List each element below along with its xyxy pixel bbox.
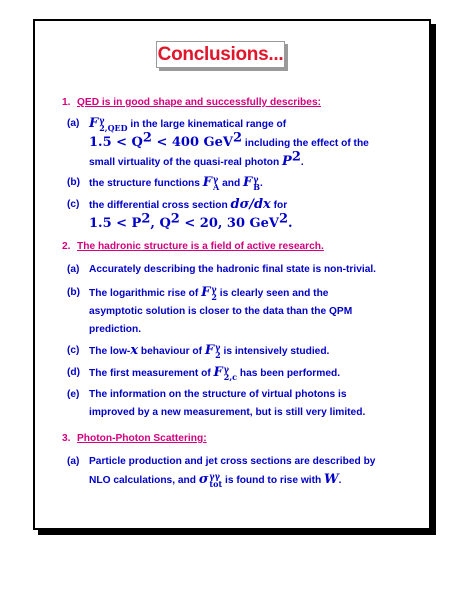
section-2-heading xyxy=(62,241,324,252)
text-run: is intensively studied. xyxy=(220,346,330,357)
text-run: the differential cross section xyxy=(89,200,231,211)
text-run: The low- xyxy=(89,346,131,357)
section-title: Photon-Photon Scattering: xyxy=(77,433,207,444)
math-sub: B xyxy=(253,182,261,193)
math-sub: tot xyxy=(209,479,223,490)
math-range: , Q xyxy=(150,216,171,231)
item-text xyxy=(89,174,407,193)
text-run: and xyxy=(219,178,244,189)
item-label: (a) xyxy=(67,264,80,275)
math-f: F xyxy=(202,175,213,190)
math-sup: γγ xyxy=(209,471,220,482)
text-run: in the large kinematical range of xyxy=(127,119,287,130)
text-run: including the effect of the xyxy=(242,138,369,149)
section-1-item-c xyxy=(67,196,407,234)
math-range: 1.5 < Q xyxy=(89,135,143,150)
math-f: F xyxy=(201,285,211,300)
math-sup: γ xyxy=(215,342,221,353)
section-3-heading xyxy=(62,433,207,444)
math-sigma: σ xyxy=(198,472,209,487)
math-range: < 400 GeV xyxy=(151,135,234,150)
math-f: F xyxy=(204,343,215,358)
text-run: The information on the structure of virtual photons is xyxy=(89,389,347,400)
section-number: 1. xyxy=(62,97,71,108)
text-run: is found to rise with xyxy=(222,475,325,486)
text-run: NLO calculations, and xyxy=(89,475,199,486)
item-label: (d) xyxy=(67,367,81,378)
title-box xyxy=(156,41,285,68)
text-run: . xyxy=(300,157,304,168)
section-2-item-d xyxy=(67,364,407,383)
section-2-item-c xyxy=(67,342,407,361)
math-f: F xyxy=(213,365,223,380)
item-text xyxy=(89,453,407,490)
item-label: (c) xyxy=(67,345,80,356)
math-sup: γ xyxy=(253,174,259,185)
item-label: (b) xyxy=(67,177,81,188)
math-f: F xyxy=(89,116,99,131)
math-dsigma: dσ/dx xyxy=(230,197,271,212)
text-run: has been performed. xyxy=(237,368,341,379)
text-run: . xyxy=(260,178,263,189)
math-sup: 2 xyxy=(142,130,152,146)
math-range: < 20, 30 GeV xyxy=(179,216,279,231)
math-sup: γ xyxy=(211,284,217,295)
math-sub: 2,c xyxy=(223,372,238,383)
section-2-item-a xyxy=(67,261,407,279)
text-run: . xyxy=(338,475,342,486)
text-run: small virtuality of the quasi-real photon xyxy=(89,157,283,168)
section-title: QED is in good shape and successfully describes: xyxy=(77,97,322,108)
math-sub: 2 xyxy=(215,350,221,361)
math-sub: A xyxy=(213,182,220,193)
math-sup: 2 xyxy=(170,211,180,227)
item-label: (e) xyxy=(67,389,80,400)
math-sub: 2,QED xyxy=(99,123,128,134)
text-run: The logarithmic rise of xyxy=(89,288,202,299)
math-p: P xyxy=(282,154,292,169)
math-range: 1.5 < P xyxy=(89,216,142,231)
section-1-item-a xyxy=(67,115,407,172)
text-run: behaviour of xyxy=(138,346,205,357)
text-run: improved by a new measurement, but is still very limited. xyxy=(89,407,366,418)
math-sup: 2 xyxy=(279,211,289,227)
item-label: (a) xyxy=(67,118,80,129)
math-f: F xyxy=(243,175,253,190)
text-run: the structure functions xyxy=(89,178,203,189)
section-1-heading xyxy=(62,97,321,108)
section-number: 3. xyxy=(62,433,71,444)
page-title: Conclusions... xyxy=(157,43,284,65)
text-run: is clearly seen and the xyxy=(216,288,329,299)
math-x: x xyxy=(130,343,139,358)
text-run: The first measurement of xyxy=(89,368,214,379)
text-run: . xyxy=(288,216,293,231)
math-sup: 2 xyxy=(141,211,151,227)
item-text xyxy=(89,342,407,361)
section-3-item-a xyxy=(67,453,407,490)
text-run: Particle production and jet cross sections are described by xyxy=(89,456,376,467)
item-text xyxy=(89,386,407,422)
text-run: asymptotic solution is closer to the data than the QPM xyxy=(89,306,353,317)
slide-frame xyxy=(33,19,431,530)
math-w: W xyxy=(324,472,339,487)
item-label: (b) xyxy=(67,287,81,298)
section-number: 2. xyxy=(62,241,71,252)
math-sub: 2 xyxy=(211,292,217,303)
item-text xyxy=(89,115,407,172)
section-1-item-b xyxy=(67,174,407,193)
item-text xyxy=(89,196,407,234)
section-2-item-e xyxy=(67,386,407,422)
math-sup: γ xyxy=(213,174,219,185)
math-sup: γ xyxy=(223,364,230,375)
math-sup: γ xyxy=(99,115,105,126)
math-sup: 2 xyxy=(291,149,301,165)
section-title: The hadronic structure is a field of active research. xyxy=(77,241,324,252)
item-text xyxy=(89,261,407,279)
text-run: for xyxy=(270,200,288,211)
text-run: prediction. xyxy=(89,324,142,335)
section-2-item-b xyxy=(67,284,407,339)
text-run: Accurately describing the hadronic final state is non-trivial. xyxy=(89,264,377,275)
item-label: (c) xyxy=(67,199,80,210)
item-label: (a) xyxy=(67,456,80,467)
item-text xyxy=(89,364,407,383)
item-text xyxy=(89,284,407,339)
math-sup: 2 xyxy=(233,130,243,146)
